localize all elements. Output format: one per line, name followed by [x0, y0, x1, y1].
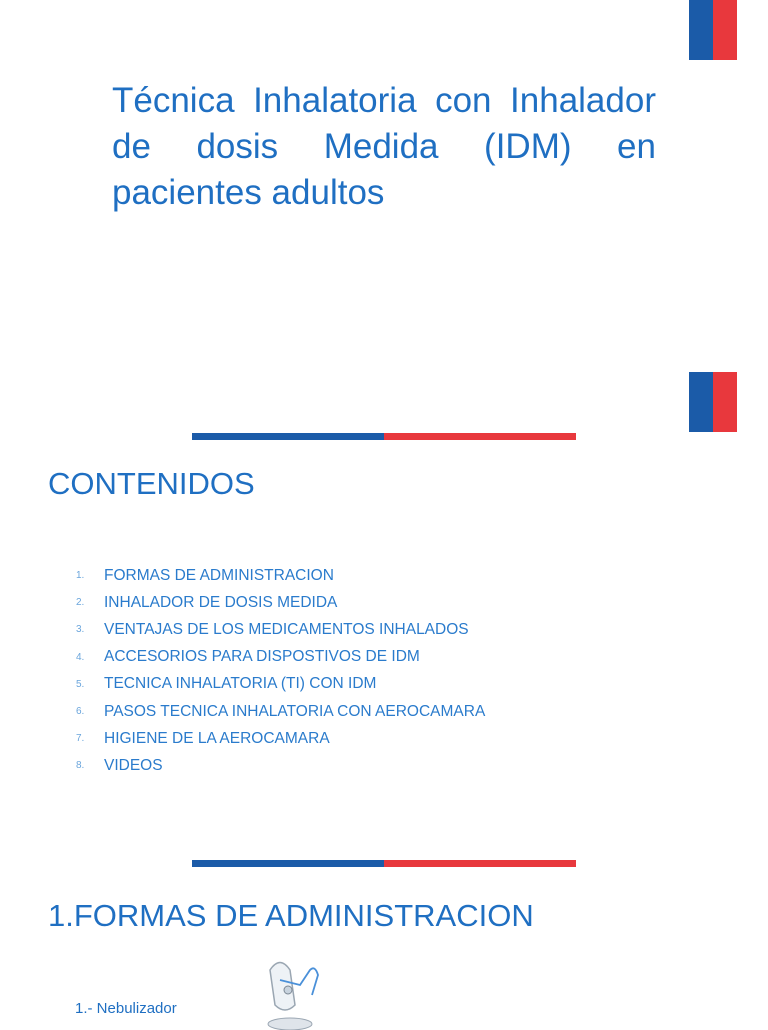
forms-slide	[0, 840, 768, 1024]
divider-bar	[192, 433, 576, 440]
list-item: 4. ACCESORIOS PARA DISPOSTIVOS DE IDM	[76, 648, 420, 666]
divider-bar	[192, 860, 576, 867]
list-item: 5. TECNICA INHALATORIA (TI) CON IDM	[76, 675, 377, 693]
nebulizer-item: 1.- Nebulizador	[75, 1000, 177, 1017]
title-slide	[0, 0, 768, 360]
forms-heading: 1.FORMAS DE ADMINISTRACION	[48, 898, 534, 933]
list-item: 1. FORMAS DE ADMINISTRACION	[76, 566, 334, 584]
list-item: 3. VENTAJAS DE LOS MEDICAMENTOS INHALADOS	[76, 620, 469, 638]
contents-heading: CONTENIDOS	[48, 466, 255, 501]
flag-stripe-icon	[689, 0, 737, 60]
nebulizer-mask-icon	[240, 950, 330, 1030]
presentation-title: Técnica Inhalatoria con Inhalador de dosis Medida (IDM) en pacientes adultos	[112, 81, 656, 212]
contents-slide	[0, 360, 768, 840]
list-item: 7. HIGIENE DE LA AEROCAMARA	[76, 729, 330, 747]
contents-list	[76, 562, 485, 780]
list-item: 2. INHALADOR DE DOSIS MEDIDA	[76, 593, 338, 611]
list-item: 6. PASOS TECNICA INHALATORIA CON AEROCAMARA	[76, 702, 486, 720]
flag-stripe-icon	[689, 372, 737, 432]
list-item: 8. VIDEOS	[76, 756, 163, 774]
